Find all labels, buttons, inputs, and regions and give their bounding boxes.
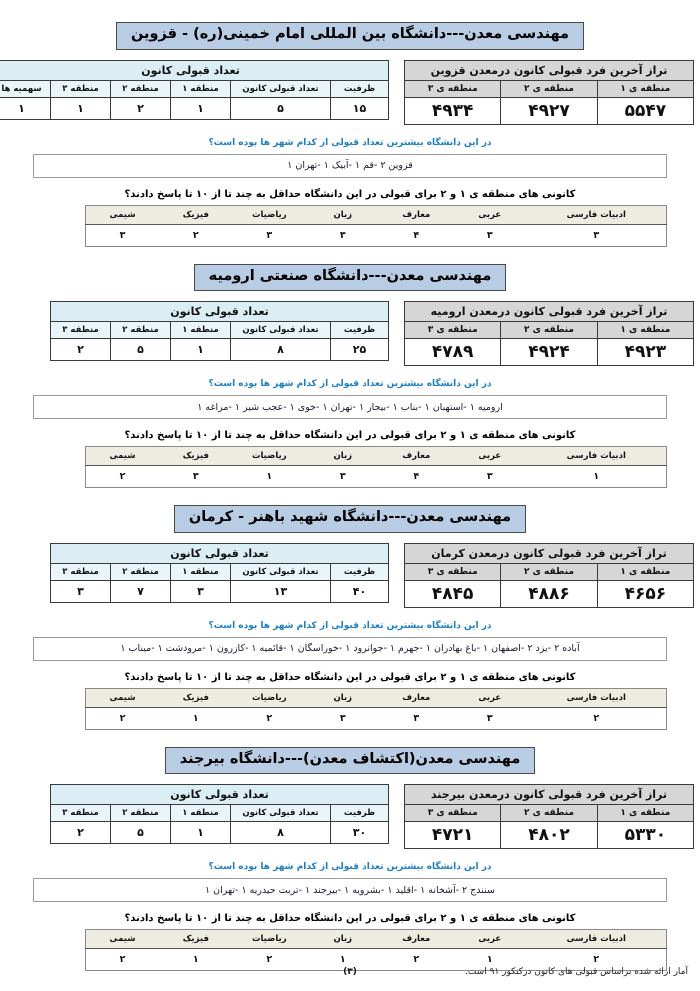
last-admitted-score-table — [404, 60, 694, 125]
score-region2: ۴۸۸۶ — [501, 580, 597, 607]
subject-val-theology: ۲ — [380, 949, 453, 971]
score-region2: ۴۹۲۴ — [501, 339, 597, 366]
subject-question: کانونی های منطقه ی ۱ و ۲ برای قبولی در این دانشگاه حداقل به چند تا از ۱۰ تا پاسخ دادند؟ — [124, 430, 576, 442]
score-region1: ۵۵۴۷ — [597, 97, 693, 124]
subject-col-chemistry: شیمی — [86, 688, 160, 707]
subject-col-theology: معارف — [380, 205, 453, 224]
count-total: ۸ — [231, 822, 331, 844]
count-capacity: ۴۰ — [331, 580, 389, 602]
score-col-region2: منطقه ی ۲ — [501, 563, 597, 580]
section-title-row — [0, 264, 700, 292]
subject-col-theology: معارف — [380, 930, 453, 949]
cities-box — [33, 878, 667, 902]
count-col-capacity: ظرفیت — [331, 80, 389, 97]
count-col-total: تعداد قبولی کانون — [231, 563, 331, 580]
stats-tables-row — [0, 60, 694, 125]
count-col-region3: منطقه ۳ — [51, 563, 111, 580]
score-region3: ۴۷۲۱ — [405, 822, 501, 849]
stats-tables-row — [0, 301, 694, 366]
footer-note: آمار ارائه شده براساس قبولی های کانون درکنکور ۹۱ است. — [464, 967, 688, 977]
count-table-title: تعداد قبولی کانون — [0, 60, 389, 80]
subject-col-language: زبان — [306, 930, 379, 949]
score-region1: ۴۹۲۳ — [597, 339, 693, 366]
university-section — [0, 264, 700, 489]
score-table-title: تراز آخرین فرد قبولی کانون درمعدن قزوین — [405, 60, 694, 80]
subject-val-literature: ۱ — [527, 466, 667, 488]
count-col-region3: منطقه ۳ — [51, 322, 111, 339]
subject-col-math: ریاضیات — [233, 688, 306, 707]
count-col-capacity: ظرفیت — [331, 563, 389, 580]
count-table-header-row — [0, 80, 389, 97]
subject-col-language: زبان — [306, 688, 379, 707]
count-region3: ۱ — [51, 97, 111, 119]
score-table-value-row — [405, 822, 694, 849]
subject-col-literature: ادبیات فارسی — [527, 930, 667, 949]
score-region2: ۴۸۰۲ — [501, 822, 597, 849]
subject-col-chemistry: شیمی — [86, 447, 160, 466]
subject-col-arabic: عربی — [453, 205, 526, 224]
count-col-region1: منطقه ۱ — [171, 80, 231, 97]
subject-col-literature: ادبیات فارسی — [527, 205, 667, 224]
cities-list: آباده ۲ -یزد ۲ -اصفهان ۱ -باغ بهادران ۱ -جهرم ۱ -جوانرود ۱ -خوراسگان ۱ -قائمیه ۱ -کازرون ۱ -مرودشت ۱ -میناب ۱ — [120, 643, 580, 655]
subject-col-language: زبان — [306, 447, 379, 466]
stats-tables-row — [0, 543, 694, 608]
count-region2: ۲ — [111, 97, 171, 119]
subject-scores-table — [85, 446, 667, 488]
subject-col-math: ریاضیات — [233, 205, 306, 224]
stats-tables-row — [0, 784, 694, 849]
subject-val-language: ۱ — [306, 949, 379, 971]
subject-val-physics: ۱ — [159, 949, 232, 971]
count-region3: ۳ — [51, 580, 111, 602]
count-col-total: تعداد قبولی کانون — [231, 805, 331, 822]
score-table-title: تراز آخرین فرد قبولی کانون درمعدن کرمان — [405, 543, 694, 563]
city-question: در این دانشگاه بیشترین تعداد قبولی از کدام شهر ها بوده است؟ — [208, 379, 492, 390]
subject-value-row — [86, 466, 667, 488]
admission-count-table — [50, 301, 389, 361]
cities-box — [33, 637, 667, 661]
subject-col-physics: فیزیک — [159, 930, 232, 949]
score-col-region2: منطقه ی ۲ — [501, 80, 597, 97]
university-section — [0, 22, 700, 247]
cities-list: سنندج ۲ -آشخانه ۱ -اقلید ۱ -بشرویه ۱ -بیرجند ۱ -تربت حیدریه ۱ -تهران ۱ — [205, 884, 495, 896]
last-admitted-score-table — [404, 784, 694, 849]
count-table-header-row — [51, 563, 389, 580]
score-col-region2: منطقه ی ۲ — [501, 805, 597, 822]
count-table-value-row — [51, 339, 389, 361]
count-table-header-row — [51, 322, 389, 339]
sections-container — [0, 22, 700, 971]
subject-value-row — [86, 224, 667, 246]
score-col-region1: منطقه ی ۱ — [597, 563, 693, 580]
subject-col-physics: فیزیک — [159, 205, 232, 224]
count-region3: ۲ — [51, 339, 111, 361]
subject-val-theology: ۴ — [380, 224, 453, 246]
cities-list: قزوین ۲ -قم ۱ -آبیک ۱ -تهران ۱ — [287, 160, 413, 172]
score-col-region1: منطقه ی ۱ — [597, 80, 693, 97]
count-col-region3: منطقه ۳ — [51, 80, 111, 97]
subject-val-physics: ۱ — [159, 707, 232, 729]
count-table-title: تعداد قبولی کانون — [51, 302, 389, 322]
subject-val-math: ۱ — [233, 466, 306, 488]
subject-col-theology: معارف — [380, 447, 453, 466]
subject-question: کانونی های منطقه ی ۱ و ۲ برای قبولی در این دانشگاه حداقل به چند تا از ۱۰ تا پاسخ دادند؟ — [124, 671, 576, 683]
subject-val-language: ۳ — [306, 707, 379, 729]
last-admitted-score-table — [404, 301, 694, 366]
subject-val-literature: ۳ — [527, 224, 667, 246]
count-table-title: تعداد قبولی کانون — [51, 785, 389, 805]
count-col-region2: منطقه ۲ — [111, 805, 171, 822]
count-col-region1: منطقه ۱ — [171, 563, 231, 580]
subject-col-arabic: عربی — [453, 447, 526, 466]
subject-scores-table — [85, 929, 667, 971]
subject-col-physics: فیزیک — [159, 447, 232, 466]
score-col-region2: منطقه ی ۲ — [501, 322, 597, 339]
subject-val-theology: ۴ — [380, 466, 453, 488]
section-title: مهندسی معدن---دانشگاه بین المللی امام خمینی(ره) - قزوین — [116, 22, 584, 50]
subject-col-literature: ادبیات فارسی — [527, 447, 667, 466]
subject-val-math: ۲ — [233, 707, 306, 729]
count-capacity: ۱۵ — [331, 97, 389, 119]
subject-question: کانونی های منطقه ی ۱ و ۲ برای قبولی در این دانشگاه حداقل به چند تا از ۱۰ تا پاسخ دادند؟ — [124, 188, 576, 200]
score-table-title: تراز آخرین فرد قبولی کانون درمعدن بیرجند — [405, 785, 694, 805]
subject-header-row — [86, 205, 667, 224]
count-col-region1: منطقه ۱ — [171, 805, 231, 822]
section-title: مهندسی معدن(اکتشاف معدن)---دانشگاه بیرجند — [165, 747, 536, 775]
count-capacity: ۲۵ — [331, 339, 389, 361]
subject-val-literature: ۲ — [527, 707, 667, 729]
section-title: مهندسی معدن---دانشگاه صنعتی ارومیه — [194, 264, 507, 292]
count-total: ۱۳ — [231, 580, 331, 602]
score-col-region3: منطقه ی ۳ — [405, 322, 501, 339]
city-question: در این دانشگاه بیشترین تعداد قبولی از کدام شهر ها بوده است؟ — [208, 620, 492, 631]
last-admitted-score-table — [404, 543, 694, 608]
score-table-value-row — [405, 339, 694, 366]
score-col-region3: منطقه ی ۳ — [405, 805, 501, 822]
subject-val-language: ۳ — [306, 224, 379, 246]
subject-question: کانونی های منطقه ی ۱ و ۲ برای قبولی در این دانشگاه حداقل به چند تا از ۱۰ تا پاسخ دادند؟ — [124, 913, 576, 925]
subject-val-literature: ۲ — [527, 949, 667, 971]
subject-val-math: ۳ — [233, 224, 306, 246]
count-col-quota: سهمیه ها — [0, 80, 51, 97]
count-total: ۵ — [231, 97, 331, 119]
subject-val-math: ۲ — [233, 949, 306, 971]
subject-header-row — [86, 447, 667, 466]
score-col-region1: منطقه ی ۱ — [597, 322, 693, 339]
score-col-region1: منطقه ی ۱ — [597, 805, 693, 822]
count-table-header-row — [51, 805, 389, 822]
subject-val-chemistry: ۲ — [86, 949, 160, 971]
section-title-row — [0, 22, 700, 50]
count-col-region2: منطقه ۲ — [111, 322, 171, 339]
section-title-row — [0, 747, 700, 775]
score-region3: ۴۷۸۹ — [405, 339, 501, 366]
score-table-header-row — [405, 80, 694, 97]
count-col-total: تعداد قبولی کانون — [231, 80, 331, 97]
count-table-value-row — [51, 580, 389, 602]
subject-header-row — [86, 688, 667, 707]
score-region1: ۴۶۵۶ — [597, 580, 693, 607]
section-title: مهندسی معدن---دانشگاه شهید باهنر - کرمان — [174, 505, 526, 533]
admission-count-table — [50, 543, 389, 603]
count-region1: ۱ — [171, 339, 231, 361]
count-quota: ۱ — [0, 97, 51, 119]
subject-header-row — [86, 930, 667, 949]
subject-val-chemistry: ۲ — [86, 707, 160, 729]
count-region2: ۷ — [111, 580, 171, 602]
count-region2: ۵ — [111, 822, 171, 844]
subject-val-language: ۳ — [306, 466, 379, 488]
subject-scores-table — [85, 688, 667, 730]
score-table-value-row — [405, 97, 694, 124]
count-table-value-row — [0, 97, 389, 119]
subject-val-physics: ۳ — [159, 466, 232, 488]
count-col-total: تعداد قبولی کانون — [231, 322, 331, 339]
subject-val-arabic: ۳ — [453, 466, 526, 488]
page-number: (۳) — [343, 967, 357, 977]
score-table-header-row — [405, 563, 694, 580]
count-table-value-row — [51, 822, 389, 844]
city-question: در این دانشگاه بیشترین تعداد قبولی از کدام شهر ها بوده است؟ — [208, 137, 492, 148]
subject-val-chemistry: ۳ — [86, 224, 160, 246]
score-col-region3: منطقه ی ۳ — [405, 80, 501, 97]
subject-val-arabic: ۳ — [453, 707, 526, 729]
university-section — [0, 747, 700, 972]
score-table-title: تراز آخرین فرد قبولی کانون درمعدن ارومیه — [405, 302, 694, 322]
subject-col-language: زبان — [306, 205, 379, 224]
count-capacity: ۳۰ — [331, 822, 389, 844]
count-col-region1: منطقه ۱ — [171, 322, 231, 339]
score-col-region3: منطقه ی ۳ — [405, 563, 501, 580]
subject-val-physics: ۲ — [159, 224, 232, 246]
count-col-capacity: ظرفیت — [331, 805, 389, 822]
cities-box — [33, 395, 667, 419]
count-table-title: تعداد قبولی کانون — [51, 543, 389, 563]
cities-list: ارومیه ۱ -استهبان ۱ -بناب ۱ -بیجار ۱ -تهران ۱ -خوی ۱ -عجب شیر ۱ -مراغه ۱ — [197, 401, 503, 413]
subject-col-chemistry: شیمی — [86, 930, 160, 949]
subject-val-arabic: ۱ — [453, 949, 526, 971]
subject-col-theology: معارف — [380, 688, 453, 707]
score-region3: ۴۸۴۵ — [405, 580, 501, 607]
count-total: ۸ — [231, 339, 331, 361]
score-region3: ۴۹۳۴ — [405, 97, 501, 124]
admission-count-table — [0, 60, 389, 120]
score-table-header-row — [405, 322, 694, 339]
count-region2: ۵ — [111, 339, 171, 361]
city-question: در این دانشگاه بیشترین تعداد قبولی از کدام شهر ها بوده است؟ — [208, 862, 492, 873]
subject-col-literature: ادبیات فارسی — [527, 688, 667, 707]
count-region1: ۱ — [171, 97, 231, 119]
count-region1: ۱ — [171, 822, 231, 844]
cities-box — [33, 154, 667, 178]
subject-col-arabic: عربی — [453, 930, 526, 949]
score-region2: ۴۹۲۷ — [501, 97, 597, 124]
subject-val-arabic: ۳ — [453, 224, 526, 246]
count-region3: ۲ — [51, 822, 111, 844]
score-table-header-row — [405, 805, 694, 822]
subject-scores-table — [85, 205, 667, 247]
admission-count-table — [50, 784, 389, 844]
subject-val-chemistry: ۲ — [86, 466, 160, 488]
subject-val-theology: ۳ — [380, 707, 453, 729]
count-col-region2: منطقه ۲ — [111, 563, 171, 580]
count-col-region2: منطقه ۲ — [111, 80, 171, 97]
section-title-row — [0, 505, 700, 533]
count-region1: ۳ — [171, 580, 231, 602]
subject-col-chemistry: شیمی — [86, 205, 160, 224]
subject-col-math: ریاضیات — [233, 930, 306, 949]
score-table-value-row — [405, 580, 694, 607]
university-section — [0, 505, 700, 730]
subject-value-row — [86, 707, 667, 729]
count-col-region3: منطقه ۳ — [51, 805, 111, 822]
score-region1: ۵۳۳۰ — [597, 822, 693, 849]
page-footer — [0, 967, 700, 983]
subject-col-arabic: عربی — [453, 688, 526, 707]
subject-col-math: ریاضیات — [233, 447, 306, 466]
count-col-capacity: ظرفیت — [331, 322, 389, 339]
subject-col-physics: فیزیک — [159, 688, 232, 707]
